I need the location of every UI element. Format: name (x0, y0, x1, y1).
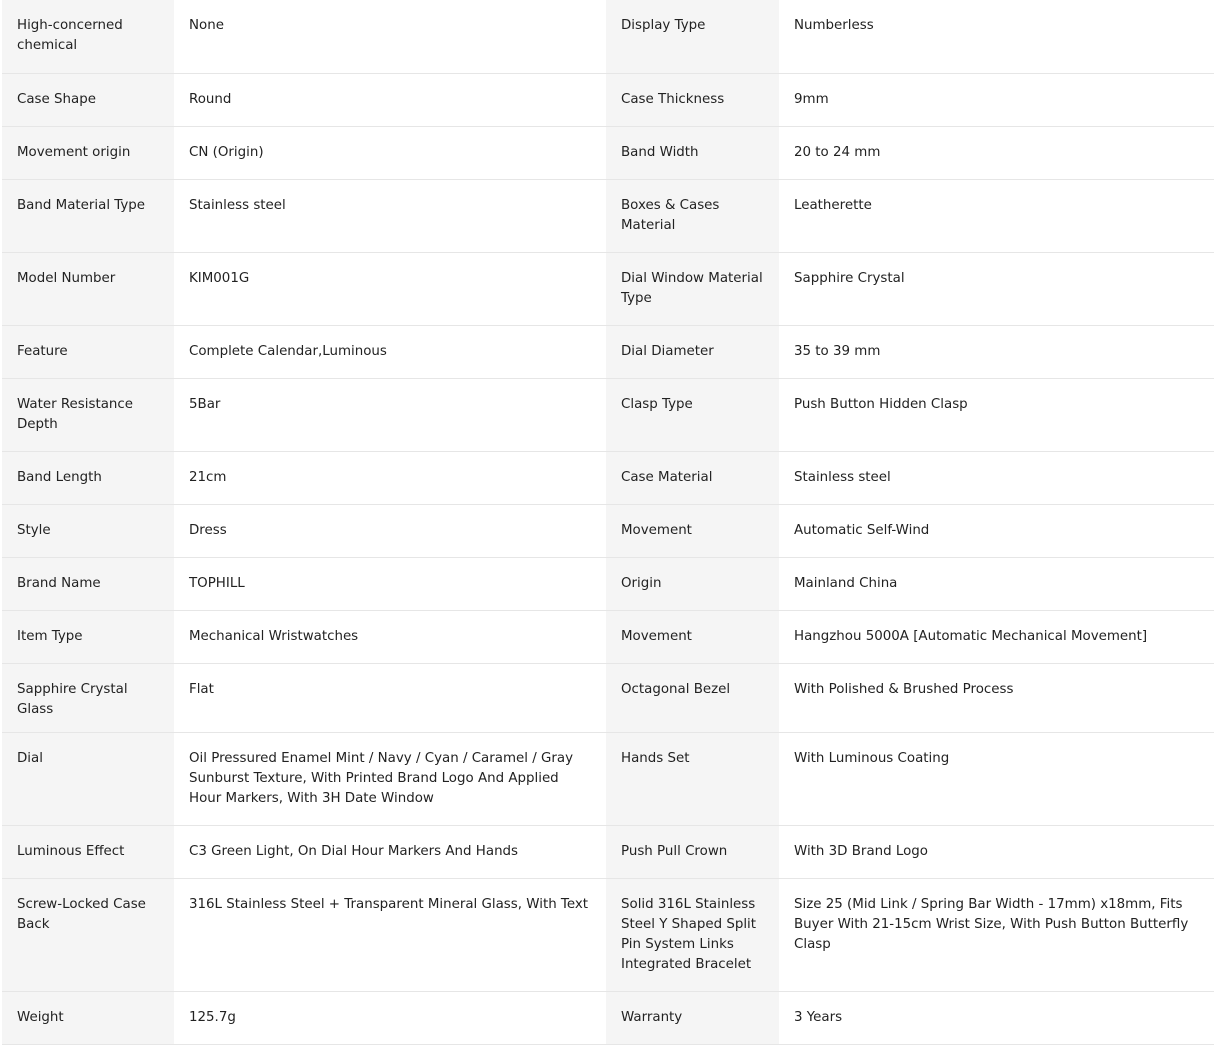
spec-label: Clasp Type (606, 378, 779, 451)
spec-value: With 3D Brand Logo (779, 825, 1214, 878)
spec-label: Item Type (2, 610, 174, 663)
spec-label: Movement origin (2, 126, 174, 179)
spec-value: Size 25 (Mid Link / Spring Bar Width - 17mm) x18mm, Fits Buyer With 21-15cm Wrist Size, With Push Button Butterfly Clasp (779, 878, 1214, 991)
spec-value: 316L Stainless Steel + Transparent Mineral Glass, With Text (174, 878, 606, 991)
spec-value: KIM001G (174, 252, 606, 325)
spec-label: Solid 316L Stainless Steel Y Shaped Split Pin System Links Integrated Bracelet (606, 878, 779, 991)
spec-value: Hangzhou 5000A [Automatic Mechanical Movement] (779, 610, 1214, 663)
spec-row (2, 610, 1214, 663)
spec-value: 21cm (174, 451, 606, 504)
spec-value: 9mm (779, 73, 1214, 126)
spec-value: With Luminous Coating (779, 732, 1214, 825)
spec-label: Dial (2, 732, 174, 825)
spec-value: Complete Calendar,Luminous (174, 325, 606, 378)
spec-label: Case Shape (2, 73, 174, 126)
spec-value: 125.7g (174, 991, 606, 1044)
spec-label: Band Width (606, 126, 779, 179)
spec-value: Dress (174, 504, 606, 557)
spec-row (2, 179, 1214, 252)
spec-label: Case Material (606, 451, 779, 504)
spec-row (2, 126, 1214, 179)
spec-label: Band Length (2, 451, 174, 504)
spec-label: Boxes & Cases Material (606, 179, 779, 252)
spec-label: Hands Set (606, 732, 779, 825)
spec-label: Sapphire Crystal Glass (2, 663, 174, 732)
spec-row (2, 732, 1214, 825)
spec-value: 5Bar (174, 378, 606, 451)
spec-label: Band Material Type (2, 179, 174, 252)
spec-label: High-concerned chemical (2, 0, 174, 73)
spec-value: Mechanical Wristwatches (174, 610, 606, 663)
spec-label: Brand Name (2, 557, 174, 610)
spec-value: None (174, 0, 606, 73)
spec-label: Push Pull Crown (606, 825, 779, 878)
spec-label: Warranty (606, 991, 779, 1044)
spec-label: Style (2, 504, 174, 557)
specifications-table (2, 0, 1214, 1045)
spec-row (2, 252, 1214, 325)
spec-row (2, 557, 1214, 610)
spec-value: 20 to 24 mm (779, 126, 1214, 179)
spec-value: Flat (174, 663, 606, 732)
spec-value: Oil Pressured Enamel Mint / Navy / Cyan / Caramel / Gray Sunburst Texture, With Printed Brand Logo And Applied Hour Markers, With 3H Date Window (174, 732, 606, 825)
specifications-table-body (2, 0, 1214, 1044)
spec-value: Sapphire Crystal (779, 252, 1214, 325)
spec-row (2, 73, 1214, 126)
spec-label: Luminous Effect (2, 825, 174, 878)
spec-label: Case Thickness (606, 73, 779, 126)
spec-value: 35 to 39 mm (779, 325, 1214, 378)
spec-value: Numberless (779, 0, 1214, 73)
spec-value: CN (Origin) (174, 126, 606, 179)
spec-value: Mainland China (779, 557, 1214, 610)
spec-value: Round (174, 73, 606, 126)
spec-row (2, 991, 1214, 1044)
spec-value: TOPHILL (174, 557, 606, 610)
spec-value: Push Button Hidden Clasp (779, 378, 1214, 451)
spec-row (2, 378, 1214, 451)
spec-label: Movement (606, 504, 779, 557)
spec-value: Automatic Self-Wind (779, 504, 1214, 557)
spec-value: Stainless steel (779, 451, 1214, 504)
spec-row (2, 825, 1214, 878)
spec-value: C3 Green Light, On Dial Hour Markers And Hands (174, 825, 606, 878)
spec-label: Dial Diameter (606, 325, 779, 378)
spec-label: Display Type (606, 0, 779, 73)
spec-row (2, 451, 1214, 504)
spec-label: Model Number (2, 252, 174, 325)
spec-label: Water Resistance Depth (2, 378, 174, 451)
spec-row (2, 878, 1214, 991)
spec-label: Feature (2, 325, 174, 378)
spec-value: 3 Years (779, 991, 1214, 1044)
spec-label: Dial Window Material Type (606, 252, 779, 325)
spec-row (2, 504, 1214, 557)
spec-label: Origin (606, 557, 779, 610)
spec-value: Stainless steel (174, 179, 606, 252)
spec-label: Screw-Locked Case Back (2, 878, 174, 991)
spec-row (2, 0, 1214, 73)
spec-value: Leatherette (779, 179, 1214, 252)
spec-value: With Polished & Brushed Process (779, 663, 1214, 732)
spec-label: Octagonal Bezel (606, 663, 779, 732)
spec-row (2, 325, 1214, 378)
spec-row (2, 663, 1214, 732)
spec-label: Movement (606, 610, 779, 663)
spec-label: Weight (2, 991, 174, 1044)
